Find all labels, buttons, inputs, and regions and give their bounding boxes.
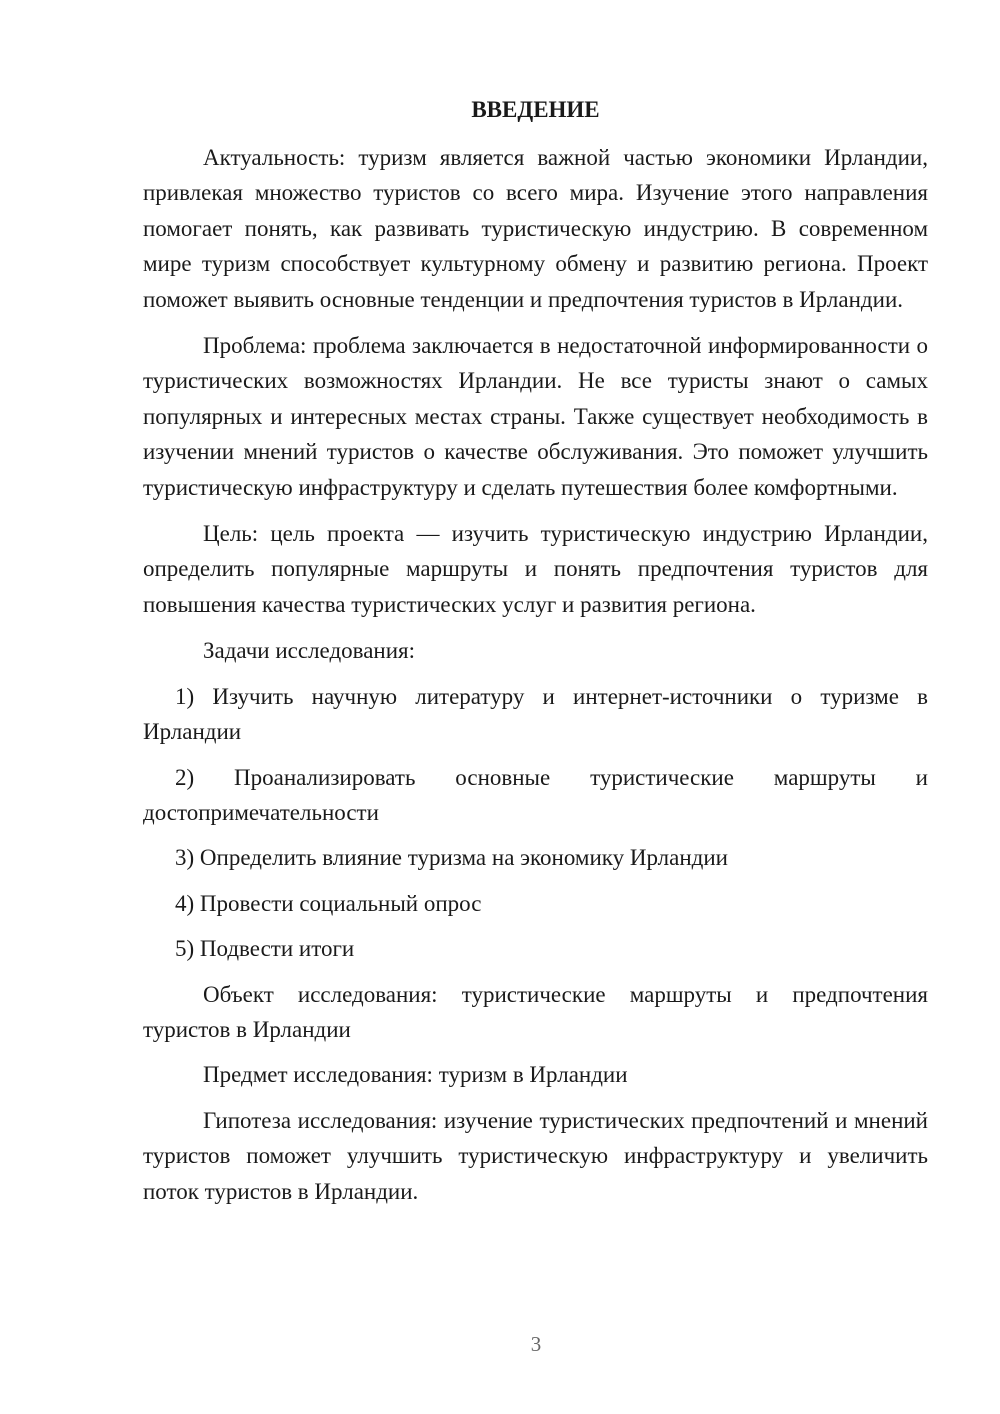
task-item-5: 5) Подвести итоги [175, 936, 355, 962]
page-number: 3 [530, 1332, 542, 1356]
paragraph-relevance: Актуальность: туризм является важной частью экономики Ирландии, привлекая множество туристов со всего мира. Изучение этого направления помогает понять, как развивать туристическую индустрию. В современном мире туризм способствует культурному обмену и развитию региона. Проект поможет выявить основные тенденции и предпочтения туристов в Ирландии. [143, 145, 928, 312]
task-item-3: 3) Определить влияние туризма на экономику Ирландии [175, 845, 728, 871]
document-page [143, 92, 928, 1220]
paragraph-goal: Цель: цель проекта — изучить туристическую индустрию Ирландии, определить популярные маршруты и понять предпочтения туристов для повышения качества туристических услуг и развития региона. [143, 521, 928, 617]
paragraph-problem: Проблема: проблема заключается в недостаточной информированности о туристических возможностях Ирландии. Не все туристы знают о самых популярных и интересных местах страны. Также существует необходимость в изучении мнений туристов о качестве обслуживания. Это поможет улучшить туристическую инфраструктуру и сделать путешествия более комфортными. [143, 333, 928, 500]
task-item-2: 2) Проанализировать основные туристические маршруты и достопримечательности [143, 764, 928, 825]
section-heading: ВВЕДЕНИЕ [471, 97, 600, 122]
paragraph-hypothesis: Гипотеза исследования: изучение туристических предпочтений и мнений туристов поможет улучшить туристическую инфраструктуру и увеличить поток туристов в Ирландии. [143, 1107, 928, 1204]
task-item-1: 1) Изучить научную литературу и интернет-источники о туризме в Ирландии [143, 683, 928, 745]
paragraph-subject: Предмет исследования: туризм в Ирландии [203, 1062, 628, 1088]
tasks-heading: Задачи исследования: [203, 638, 416, 664]
paragraph-object: Объект исследования: туристические маршруты и предпочтения туристов в Ирландии [143, 981, 928, 1042]
task-item-4: 4) Провести социальный опрос [175, 890, 482, 916]
